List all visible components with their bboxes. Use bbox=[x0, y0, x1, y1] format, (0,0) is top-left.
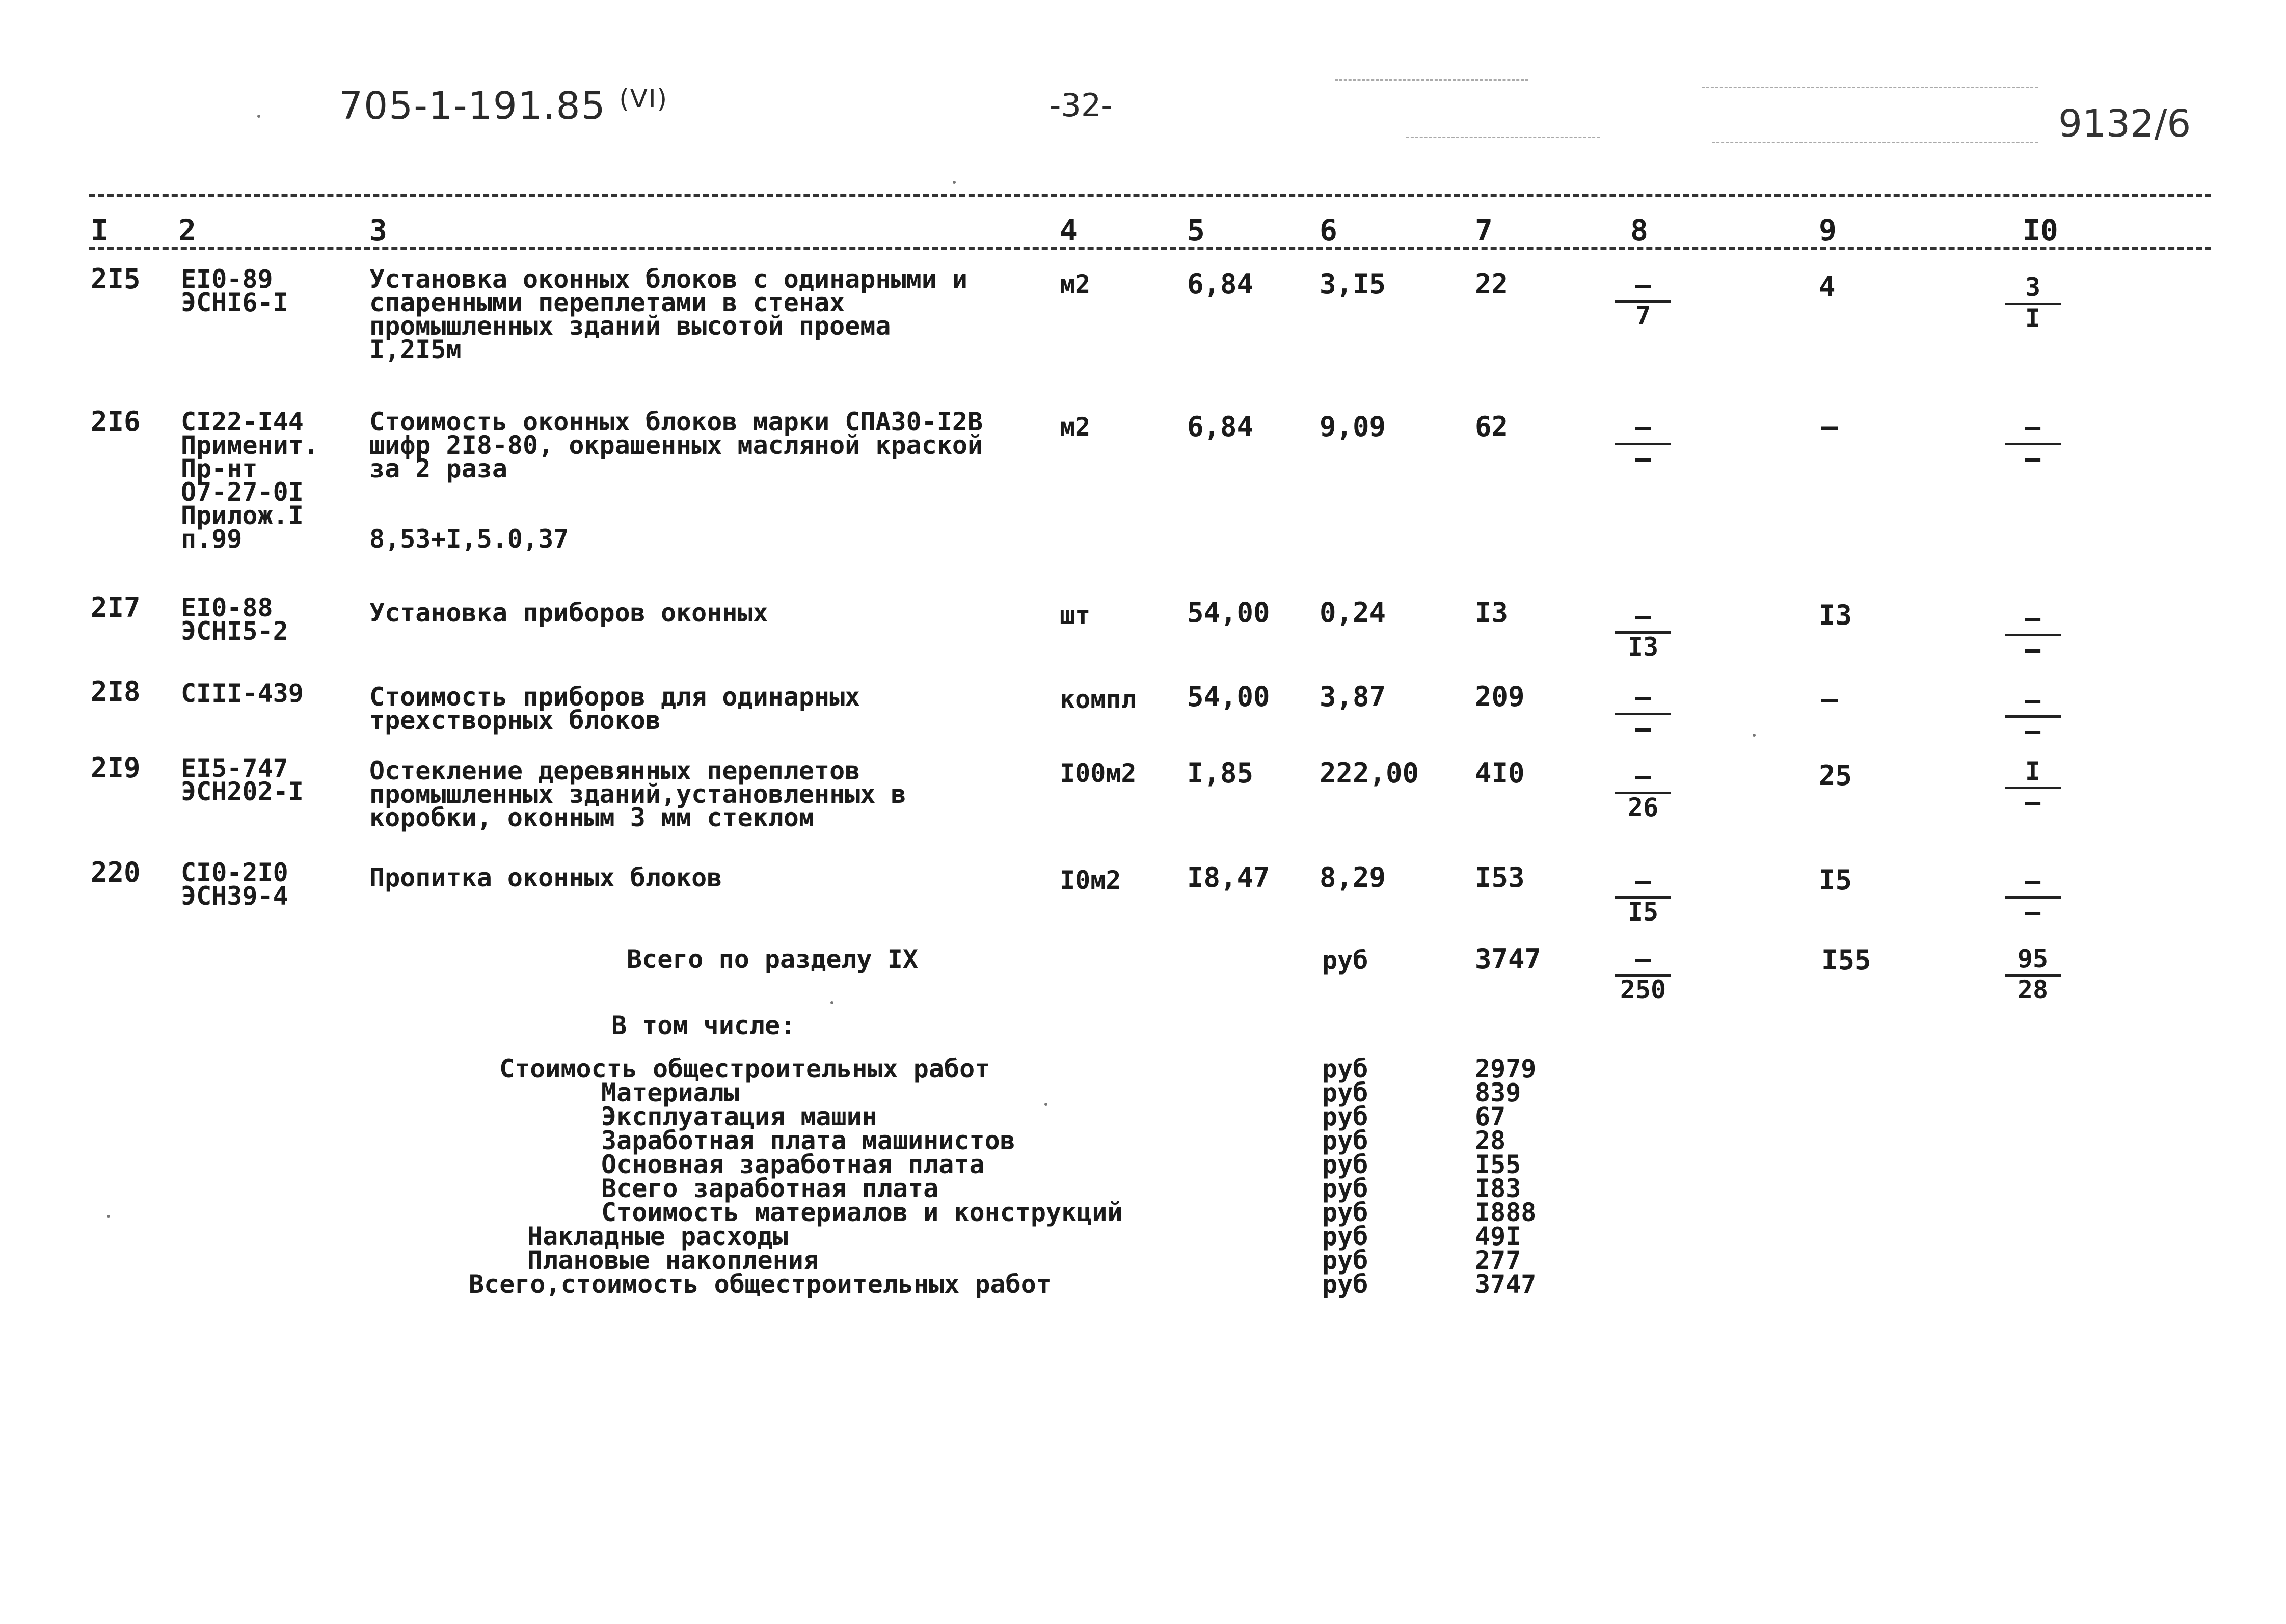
quantity: 54,00 bbox=[1187, 597, 1270, 629]
column-10-fraction: I – bbox=[2005, 759, 2061, 817]
scan-artifact bbox=[1406, 137, 1600, 138]
breakdown-value: I83 bbox=[1475, 1174, 1521, 1203]
scan-speck bbox=[830, 1001, 833, 1004]
breakdown-value: 2979 bbox=[1475, 1054, 1537, 1084]
breakdown-unit: руб bbox=[1322, 1150, 1368, 1179]
column-number: 8 bbox=[1630, 213, 1648, 248]
section-total-label: Всего по разделу IX bbox=[627, 944, 918, 974]
calculation-note: 8,53+I,5.0,37 bbox=[369, 524, 569, 554]
column-9-value: 4 bbox=[1819, 270, 1836, 303]
row-number: 220 bbox=[91, 856, 141, 888]
scan-speck bbox=[1753, 734, 1756, 737]
unit: I00м2 bbox=[1060, 759, 1137, 788]
breakdown-unit: руб bbox=[1322, 1198, 1368, 1227]
row-number: 2I7 bbox=[91, 591, 141, 624]
norm-code: EI0-88 ЭСНI5-2 bbox=[181, 593, 288, 646]
column-8-fraction: – 250 bbox=[1615, 946, 1671, 1004]
column-number: 6 bbox=[1320, 213, 1337, 248]
column-8-fraction: – I5 bbox=[1615, 869, 1671, 926]
column-10-fraction: – – bbox=[2005, 415, 2061, 473]
breakdown-value: 839 bbox=[1475, 1078, 1521, 1107]
column-9-value: 25 bbox=[1819, 760, 1852, 792]
breakdown-label: Стоимость материалов и конструкций bbox=[601, 1198, 1123, 1227]
breakdown-value: 28 bbox=[1475, 1126, 1506, 1155]
work-description: Пропитка оконных блоков bbox=[369, 863, 722, 892]
breakdown-value: 3747 bbox=[1475, 1269, 1537, 1299]
breakdown-value: 67 bbox=[1475, 1102, 1506, 1131]
column-9-value: I5 bbox=[1819, 864, 1852, 896]
breakdown-label: Плановые накопления bbox=[527, 1246, 819, 1275]
page-number: -32- bbox=[1050, 87, 1113, 124]
norm-code: СI22-I44 Применит. Пр-нт О7-27-0I Прилож.I п.99 bbox=[181, 407, 319, 554]
column-10-fraction: – – bbox=[2005, 688, 2061, 745]
breakdown-unit: руб bbox=[1322, 1126, 1368, 1155]
section-total-value: 3747 bbox=[1475, 943, 1542, 975]
work-description: Стоимость оконных блоков марки СПА30-I2В шифр 2I8-80, окрашенных масляной краской за 2 раза bbox=[369, 407, 983, 483]
quantity: 54,00 bbox=[1187, 681, 1270, 713]
breakdown-unit: руб bbox=[1322, 1246, 1368, 1275]
breakdown-value: 49I bbox=[1475, 1222, 1521, 1251]
breakdown-unit: руб bbox=[1322, 1174, 1368, 1203]
unit: шт bbox=[1060, 601, 1091, 630]
breakdown-label: Материалы bbox=[601, 1078, 739, 1107]
unit-price: 8,29 bbox=[1320, 861, 1386, 894]
sheet-number: 9132/6 bbox=[2058, 102, 2191, 146]
total-cost: 22 bbox=[1475, 268, 1509, 300]
document-code-suffix: (VI) bbox=[619, 84, 668, 114]
column-10-fraction: – – bbox=[2005, 869, 2061, 926]
breakdown-unit: руб bbox=[1322, 1054, 1368, 1084]
unit-price: 3,87 bbox=[1320, 681, 1386, 713]
work-description: Установка приборов оконных bbox=[369, 598, 768, 628]
header-rule-bottom bbox=[89, 247, 2211, 250]
column-8-fraction: – 26 bbox=[1615, 764, 1671, 822]
scan-artifact bbox=[1712, 142, 2038, 143]
column-number: I bbox=[91, 213, 109, 248]
unit-price: 9,09 bbox=[1320, 411, 1386, 443]
breakdown-value: I55 bbox=[1475, 1150, 1521, 1179]
quantity: 6,84 bbox=[1187, 411, 1254, 443]
row-number: 2I8 bbox=[91, 675, 141, 708]
column-8-fraction: – 7 bbox=[1615, 273, 1671, 330]
unit-price: 3,I5 bbox=[1320, 268, 1386, 300]
unit: I0м2 bbox=[1060, 865, 1121, 895]
norm-code: СI0-2I0 ЭСН39-4 bbox=[181, 858, 288, 911]
total-cost: 209 bbox=[1475, 681, 1525, 713]
quantity: I,85 bbox=[1187, 757, 1254, 789]
row-number: 2I6 bbox=[91, 405, 141, 438]
column-number: 3 bbox=[369, 213, 387, 248]
scan-speck bbox=[257, 115, 260, 118]
column-9-value: I3 bbox=[1819, 599, 1852, 631]
section-total-unit: руб bbox=[1322, 945, 1368, 975]
column-9-value: I55 bbox=[1821, 944, 1871, 976]
column-9-value: – bbox=[1821, 683, 1838, 715]
breakdown-label: Заработная плата машинистов bbox=[601, 1126, 1015, 1155]
column-10-fraction: – – bbox=[2005, 606, 2061, 664]
norm-code: EI5-747 ЭСН202-I bbox=[181, 753, 304, 806]
breakdown-value: I888 bbox=[1475, 1198, 1537, 1227]
scan-speck bbox=[953, 181, 956, 184]
breakdown-label: Всего,стоимость общестроительных работ bbox=[469, 1269, 1052, 1299]
breakdown-unit: руб bbox=[1322, 1222, 1368, 1251]
work-description: Стоимость приборов для одинарных трехстворных блоков bbox=[369, 682, 860, 735]
column-10-fraction: 3 I bbox=[2005, 275, 2061, 333]
breakdown-unit: руб bbox=[1322, 1269, 1368, 1299]
column-number: 7 bbox=[1475, 213, 1493, 248]
column-number: 9 bbox=[1819, 213, 1837, 248]
column-10-fraction: 95 28 bbox=[2005, 946, 2061, 1004]
scan-speck bbox=[107, 1215, 110, 1218]
column-8-fraction: – – bbox=[1615, 415, 1671, 473]
total-cost: 62 bbox=[1475, 411, 1509, 443]
unit: м2 bbox=[1060, 412, 1091, 442]
quantity: I8,47 bbox=[1187, 861, 1270, 894]
column-number: 5 bbox=[1187, 213, 1205, 248]
header-rule-top bbox=[89, 194, 2211, 197]
breakdown-label: Основная заработная плата bbox=[601, 1150, 985, 1179]
unit-price: 222,00 bbox=[1320, 757, 1419, 789]
scan-artifact bbox=[1335, 79, 1528, 81]
scan-artifact bbox=[1702, 87, 2038, 88]
work-description: Остекление деревянных переплетов промышленных зданий,установленных в коробки, оконным 3 мм стеклом bbox=[369, 756, 906, 832]
column-8-fraction: – – bbox=[1615, 685, 1671, 743]
total-cost: 4I0 bbox=[1475, 757, 1525, 789]
breakdown-label: Накладные расходы bbox=[527, 1222, 788, 1251]
norm-code: EI0-89 ЭСНI6-I bbox=[181, 264, 288, 317]
column-number: I0 bbox=[2023, 213, 2058, 248]
column-8-fraction: – I3 bbox=[1615, 604, 1671, 661]
column-9-value: – bbox=[1821, 411, 1838, 443]
scan-speck bbox=[1044, 1103, 1047, 1106]
unit-price: 0,24 bbox=[1320, 597, 1386, 629]
including-label: В том числе: bbox=[611, 1011, 796, 1040]
unit: компл bbox=[1060, 685, 1137, 714]
total-cost: I3 bbox=[1475, 597, 1509, 629]
row-number: 2I5 bbox=[91, 263, 141, 295]
breakdown-unit: руб bbox=[1322, 1102, 1368, 1131]
breakdown-unit: руб bbox=[1322, 1078, 1368, 1107]
work-description: Установка оконных блоков с одинарными и спаренными переплетами в стенах промышленных зданий высотой проема I,2I5м bbox=[369, 264, 967, 364]
breakdown-value: 277 bbox=[1475, 1246, 1521, 1275]
document-code: 705-1-191.85 $^{(VI)}$ bbox=[339, 84, 668, 128]
unit: м2 bbox=[1060, 269, 1091, 299]
column-number: 2 bbox=[178, 213, 196, 248]
quantity: 6,84 bbox=[1187, 268, 1254, 300]
row-number: 2I9 bbox=[91, 752, 141, 784]
column-number: 4 bbox=[1060, 213, 1078, 248]
breakdown-label: Стоимость общестроительных работ bbox=[499, 1054, 990, 1084]
breakdown-label: Всего заработная плата bbox=[601, 1174, 939, 1203]
norm-code: СIII-439 bbox=[181, 679, 304, 708]
breakdown-label: Эксплуатация машин bbox=[601, 1102, 877, 1131]
total-cost: I53 bbox=[1475, 861, 1525, 894]
